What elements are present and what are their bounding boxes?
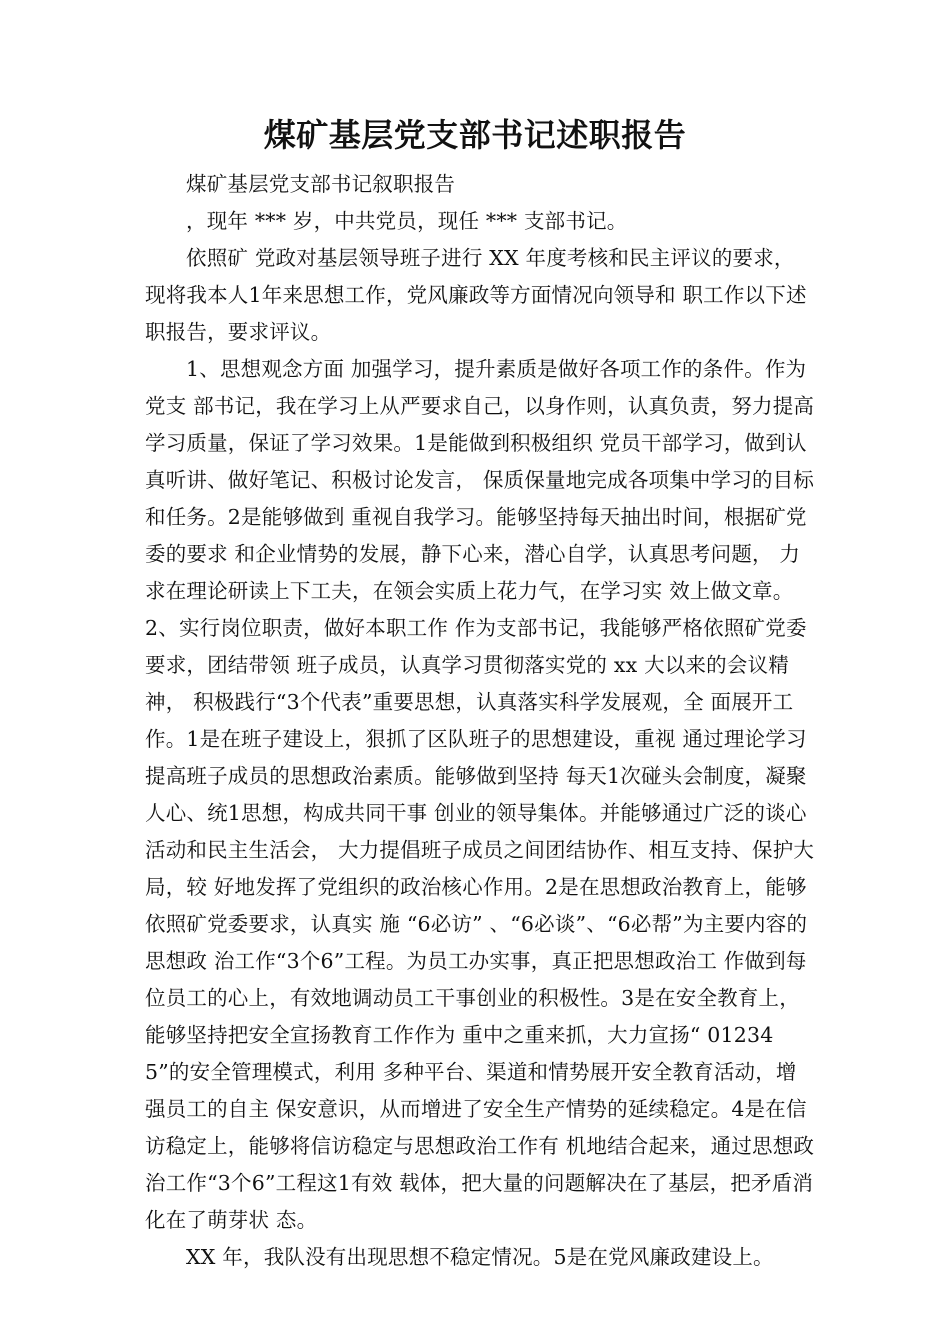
paragraph-2: ，现年 *** 岁，中共党员，现任 *** 支部书记。	[186, 209, 628, 233]
paragraph-1: 煤矿基层党支部书记叙职报告	[186, 172, 456, 196]
document-body	[145, 166, 815, 1276]
paragraph-3: 依照矿 党政对基层领导班子进行 XX 年度考核和民主评议的要求， 现将我本人1年来思想工作，党风廉政等方面情况向领导和 职工作以下述职报告，要求评议。	[145, 246, 807, 344]
paragraph-5: XX 年，我队没有出现思想不稳定情况。5是在党风廉政建设上。	[186, 1245, 774, 1269]
paragraph-4: 1、思想观念方面 加强学习，提升素质是做好各项工作的条件。作为党支 部书记，我在学习上从严要求自己，以身作则，认真负责，努力提高学习质量，保证了学习效果。1是能做到积极组织 党员干部学习，做到认真听讲、做好笔记、积极讨论发言， 保质保量地完成各项集中学习的目标和任务。2是能够做到 重视自我学习。能够坚持每天抽出时间，根据矿党委的要求 和企业情势的发展，静下心来，潜心自学，认真思考问题， 力求在理论研读上下工夫，在领会实质上花力气，在学习实 效上做文章。2、实行岗位职责，做好本职工作 作为支部书记，我能够严格依照矿党委要求，团结带领 班子成员，认真学习贯彻落实党的 xx 大以来的会议精神， 积极践行“3个代表”重要思想，认真落实科学发展观，全 面展开工作。1是在班子建设上，狠抓了区队班子的思想建设，重视 通过理论学习提高班子成员的思想政治素质。能够做到坚持 每天1次碰头会制度，凝聚人心、统1思想，构成共同干事 创业的领导集体。并能够通过广泛的谈心活动和民主生活会， 大力提倡班子成员之间团结协作、相互支持、保护大局，较 好地发挥了党组织的政治核心作用。2是在思想政治教育上，能够依照矿党委要求，认真实 施 “6必访” 、“6必谈”、“6必帮”为主要内容的思想政 治工作“3个6”工程。为员工办实事，真正把思想政治工 作做到每位员工的心上，有效地调动员工干事创业的积极性。3是在安全教育上，能够坚持把安全宣扬教育工作作为 重中之重来抓，大力宣扬“ 012345”的安全管理模式，利用 多种平台、渠道和情势展开安全教育活动，增强员工的自主 保安意识，从而增进了安全生产情势的延续稳定。4是在信访稳定上，能够将信访稳定与思想政治工作有 机地结合起来，通过思想政治工作“3个6”工程这1有效 载体，把大量的问题解决在了基层，把矛盾消化在了萌芽状 态。	[145, 357, 815, 1232]
page-title: 煤矿基层党支部书记述职报告	[263, 116, 687, 154]
